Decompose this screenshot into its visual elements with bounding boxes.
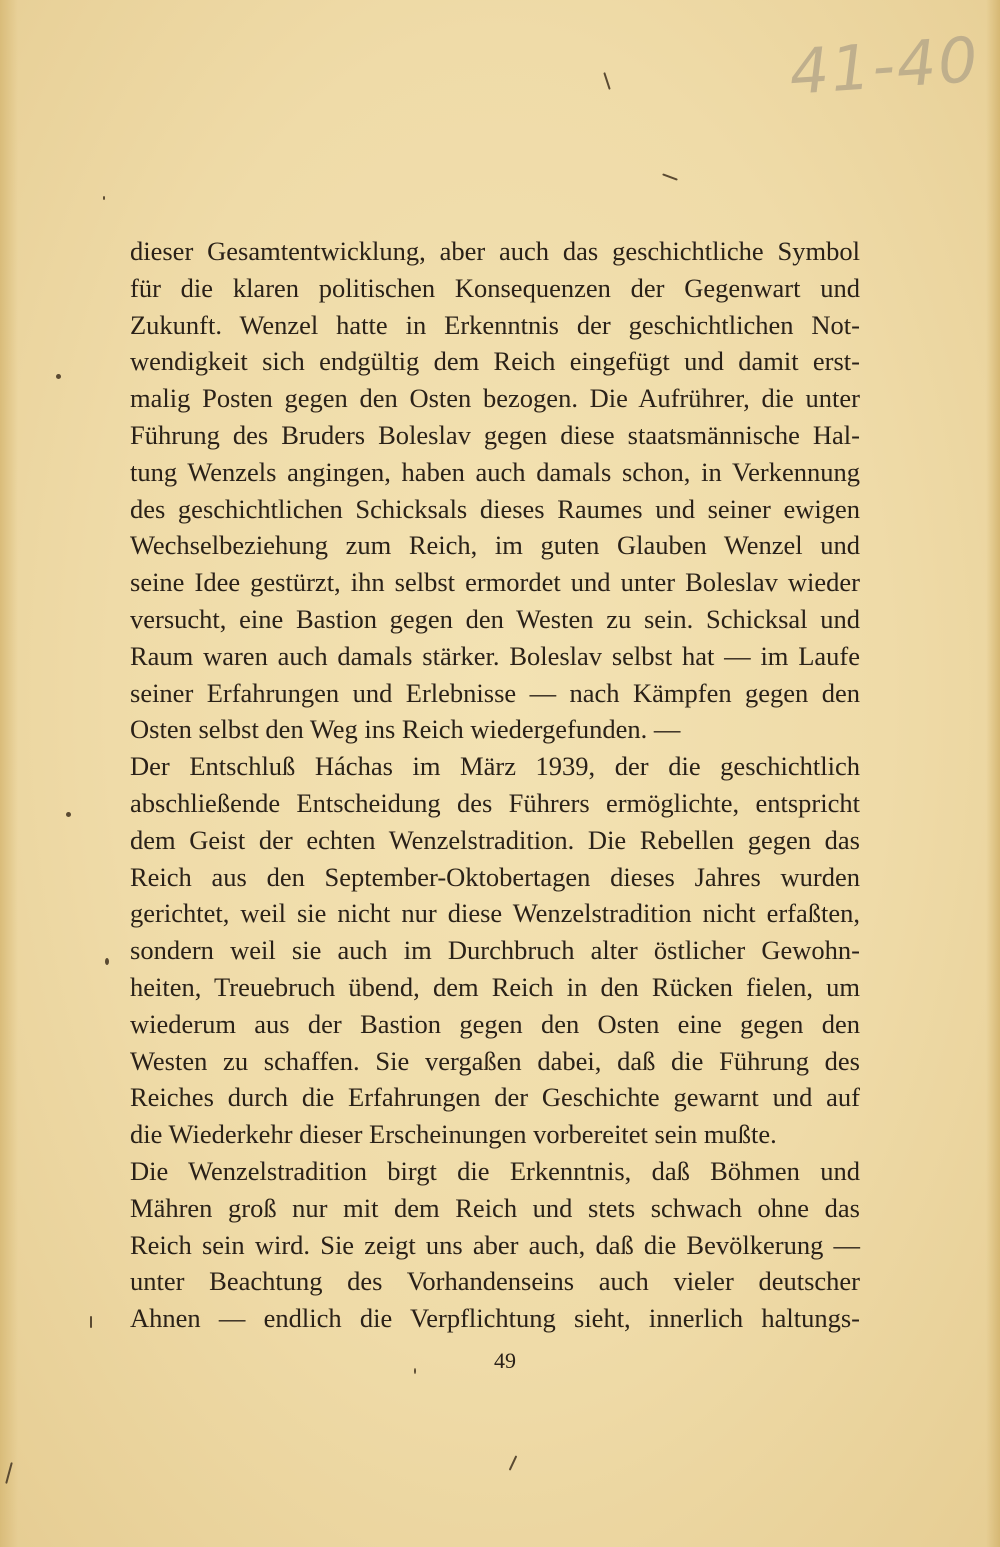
scan-speck: [105, 958, 109, 965]
scan-speck: [662, 173, 678, 180]
text-line: malig Posten gegen den Osten bezogen. Die Aufrührer, die unter: [130, 383, 860, 414]
scan-speck: [90, 1316, 92, 1328]
text-line: Osten selbst den Weg ins Reich wiedergefunden. —: [130, 714, 681, 745]
text-line: Reich aus den September-Oktobertagen dieses Jahres wurden: [130, 861, 860, 892]
text-line: Führung des Bruders Boleslav gegen diese staatsmännische Hal-: [130, 419, 860, 450]
text-line: tung Wenzels angingen, haben auch damals schon, in Verkennung: [130, 456, 860, 487]
text-line: Reich sein wird. Sie zeigt uns aber auch, daß die Bevölkerung —: [130, 1229, 860, 1260]
scan-speck: [103, 196, 105, 200]
text-line: Die Wenzelstradition birgt die Erkenntnis, daß Böhmen und: [130, 1155, 860, 1186]
text-line: für die klaren politischen Konsequenzen der Gegenwart und: [130, 272, 860, 303]
text-line: seine Idee gestürzt, ihn selbst ermordet und unter Boleslav wieder: [130, 567, 860, 598]
page-edge-right: [986, 0, 1000, 1547]
text-line: Wechselbeziehung zum Reich, im guten Glauben Wenzel und: [130, 530, 860, 561]
text-line: wiederum aus der Bastion gegen den Osten eine gegen den: [130, 1008, 860, 1039]
body-text: [130, 233, 860, 1337]
page-number: 49: [494, 1348, 516, 1373]
text-line: die Wiederkehr dieser Erscheinungen vorbereitet sein mußte.: [130, 1119, 777, 1150]
text-line: Ahnen — endlich die Verpflichtung sieht, innerlich haltungs-: [130, 1303, 860, 1334]
text-line: sondern weil sie auch im Durchbruch alter östlicher Gewohn-: [130, 935, 860, 966]
text-line: Zukunft. Wenzel hatte in Erkenntnis der geschichtlichen Not-: [130, 309, 860, 340]
scan-speck: [603, 72, 610, 90]
archive-number: 41-40: [787, 22, 982, 109]
scan-speck: [414, 1368, 416, 1374]
scan-speck: [66, 812, 71, 817]
text-line: Westen zu schaffen. Sie vergaßen dabei, daß die Führung des: [130, 1045, 860, 1076]
page-edge-left: [0, 0, 18, 1547]
text-line: Mähren groß nur mit dem Reich und stets schwach ohne das: [130, 1192, 860, 1223]
text-line: seiner Erfahrungen und Erlebnisse — nach Kämpfen gegen den: [130, 677, 860, 708]
text-line: abschließende Entscheidung des Führers ermöglichte, entspricht: [130, 787, 860, 818]
text-line: gerichtet, weil sie nicht nur diese Wenzelstradition nicht erfaßten,: [130, 898, 860, 929]
text-line: dieser Gesamtentwicklung, aber auch das geschichtliche Symbol: [130, 236, 860, 266]
text-line: des geschichtlichen Schicksals dieses Raumes und seiner ewigen: [130, 493, 860, 524]
scan-speck: [56, 374, 61, 379]
text-line: wendigkeit sich endgültig dem Reich eingefügt und damit erst-: [130, 346, 860, 377]
text-line: versucht, eine Bastion gegen den Westen zu sein. Schicksal und: [130, 603, 860, 634]
text-line: dem Geist der echten Wenzelstradition. Die Rebellen gegen das: [130, 824, 860, 855]
text-line: Der Entschluß Háchas im März 1939, der die geschichtlich: [130, 751, 860, 782]
text-line: unter Beachtung des Vorhandenseins auch vieler deutscher: [130, 1266, 860, 1297]
text-line: Reiches durch die Erfahrungen der Geschichte gewarnt und auf: [130, 1082, 860, 1113]
text-line: heiten, Treuebruch übend, dem Reich in den Rücken fielen, um: [130, 971, 860, 1002]
text-line: Raum waren auch damals stärker. Boleslav selbst hat — im Laufe: [130, 640, 860, 671]
scan-speck: [509, 1455, 518, 1470]
